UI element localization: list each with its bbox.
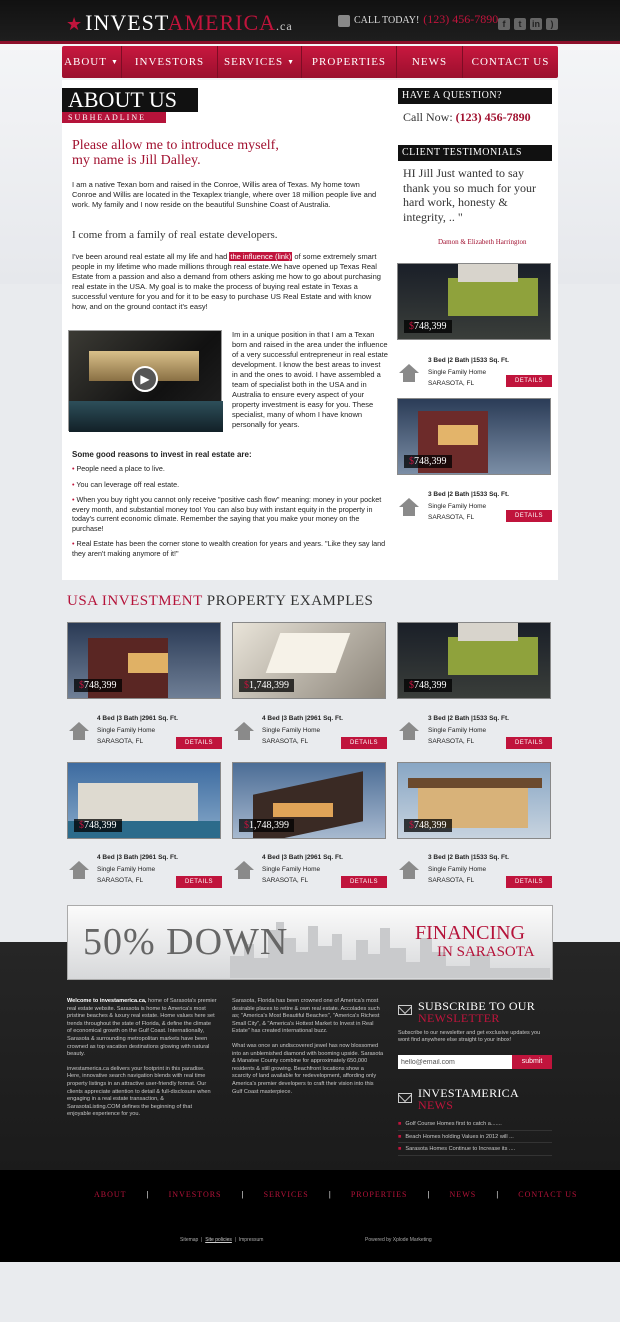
details-button[interactable]: DETAILS <box>506 876 552 888</box>
nav-contact[interactable]: CONTACT US <box>471 56 550 68</box>
reasons-list <box>72 464 386 564</box>
sitemap-link[interactable]: Sitemap <box>180 1237 199 1243</box>
page-subheadline: SUBHEADLINE <box>62 112 166 123</box>
facebook-icon[interactable]: f <box>498 18 510 30</box>
property-info: 4 Bed |3 Bath |2961 Sq. Ft. Single Family Home SARASOTA, FL <box>262 715 343 745</box>
reasons-heading: Some good reasons to invest in real estate are: <box>72 450 252 459</box>
powered-by[interactable]: Powered by Xplode Marketing <box>365 1237 432 1243</box>
call-number[interactable]: (123) 456-7890 <box>423 12 499 26</box>
star-icon: ★ <box>66 14 84 34</box>
property-price: $748,399 <box>404 679 452 692</box>
property-info: 4 Bed |3 Bath |2961 Sq. Ft. Single Family Home SARASOTA, FL <box>262 854 343 884</box>
site-policies-link[interactable]: Site policies <box>205 1237 232 1243</box>
home-icon <box>399 861 419 879</box>
subscribe-heading: SUBSCRIBE TO OUR NEWSLETTER <box>418 999 536 1025</box>
site-logo[interactable]: ★INVESTAMERICA.ca <box>66 10 293 35</box>
nav-about[interactable]: ABOUT ▼ <box>62 46 122 78</box>
testimonial-text: HI Jill Just wanted to say thank you so much for your hard work, honesty & integrity, .. " <box>403 166 536 224</box>
social-links <box>494 14 558 32</box>
footer-about-column: Welcome to investamerica.ca, home of Sarasota's premier real estate website. Sarasota is home to America's most pristine beaches & luxury real estate. Home values here set trends throughout the state of Florida, & define the climate of economical growth on the Gulf Coast. Internationally, Sarasota & surrounding metropolitan markets have been crowned as top vacation destinations glowing with natural beauty. investamerica.ca delivers your footprint in this paradise. Here, innovative search navigation blends with real time property listings in an attractive user-friendly format. Our clients appreciate attention to detail & full-disclosure when engaging in a real estate transaction, & SarasotaListing.COM defines the beginning of that enjoyable experience for you. <box>67 998 217 1118</box>
newsletter-email-input[interactable] <box>398 1055 512 1069</box>
details-button[interactable]: DETAILS <box>506 510 552 522</box>
call-label: CALL TODAY! <box>354 15 420 26</box>
news-item[interactable]: ■ Sarasota Homes Continue to Increase its .... <box>398 1143 552 1156</box>
banner-down-text: 50% DOWN <box>83 921 289 963</box>
footer-nav-investors[interactable]: INVESTORS <box>168 1190 222 1199</box>
property-image[interactable] <box>67 762 221 839</box>
property-image[interactable] <box>397 622 551 699</box>
nav-news[interactable]: NEWS <box>397 46 463 78</box>
property-image[interactable] <box>232 762 386 839</box>
property-price: $748,399 <box>404 455 452 468</box>
footer-sarasota-column: Sarasota, Florida has been crowned one of America's most desirable places to retire & own real estate. Accolades such as; "America's Most Beautiful Beaches", "America's Richest Small City", & "America's Hottest Market to Invest in Real Estate" has created international buzz. What was once an undiscovered jewel has now blossomed into an unblemished diamond with booming upside. Sarasota & Manatee County combine for approximately 650,000 residents & still growing. Beachfront locations show a scarcity of land available for redevelopment, affording only America's premier developers to craft their vision into this Gulf Coast masterpiece. <box>232 998 384 1095</box>
submit-button[interactable]: submit <box>512 1055 552 1069</box>
nav-investors[interactable]: INVESTORS <box>122 46 218 78</box>
news-heading: INVESTAMERICA NEWS <box>418 1086 519 1112</box>
footer-nav-about[interactable]: ABOUT <box>94 1190 127 1199</box>
banner-location: IN SARASOTA <box>437 944 535 960</box>
news-list <box>398 1118 552 1156</box>
list-item: • When you buy right you cannot only receive "positive cash flow" meaning: money in your pocket every month, and substantial money too! You can also buy with instant equity in the property in today's current economic climate. Remember the saying that you make your money on the purchase! <box>72 495 382 533</box>
question-heading: HAVE A QUESTION? <box>398 88 552 104</box>
call-today <box>338 12 498 27</box>
subscribe-text: Subscribe to our newsletter and get exclusive updates you wont find anywhere else straight to your inbox! <box>398 1030 541 1044</box>
list-item: • People need a place to live. <box>72 464 165 473</box>
call-now: Call Now: (123) 456-7890 <box>403 110 531 124</box>
home-icon <box>69 722 89 740</box>
property-image[interactable] <box>397 762 551 839</box>
nav-properties[interactable]: PROPERTIES <box>302 46 397 78</box>
main-nav <box>62 46 558 78</box>
property-price: $748,399 <box>404 819 452 832</box>
footer-nav: ABOUT | INVESTORS | SERVICES | PROPERTIES | NEWS | CONTACT US <box>94 1190 578 1199</box>
property-image[interactable] <box>232 622 386 699</box>
call-now-number[interactable]: (123) 456-7890 <box>455 110 531 124</box>
play-icon[interactable]: ▶ <box>132 366 158 392</box>
list-item: • Real Estate has been the corner stone to wealth creation for years and years. "Like they say land they aren't making anymore of it!" <box>72 539 386 558</box>
nav-services[interactable]: SERVICES ▼ <box>218 46 302 78</box>
mail-icon <box>398 1093 412 1103</box>
home-icon <box>399 364 419 382</box>
about-paragraph-2: I've been around real estate all my life and had the influence (link) of some extremely smart people in my lifetime who made millions through real estate.We have opened up Texas Real Estate from a passion and also a demand from others asking me how to go about purchasing real estate in the USA. My goal is to make the process of buying real estate in Texas a successful venture for you and for it to be easy to purchase US Real Estate and with know how, and on the ground contact it's easy! <box>72 252 381 311</box>
property-price: $748,399 <box>74 819 122 832</box>
property-image[interactable] <box>67 622 221 699</box>
property-price: $1,748,399 <box>239 679 294 692</box>
influence-link[interactable]: the influence (link) <box>230 252 292 261</box>
bottom-bar <box>0 1170 620 1262</box>
footer-nav-news[interactable]: NEWS <box>449 1190 477 1199</box>
rss-icon[interactable]: ) <box>546 18 558 30</box>
phone-icon <box>338 15 350 27</box>
details-button[interactable]: DETAILS <box>176 737 222 749</box>
property-image[interactable] <box>397 398 551 475</box>
property-info: 4 Bed |3 Bath |2961 Sq. Ft. Single Family Home SARASOTA, FL <box>97 854 178 884</box>
home-icon <box>234 861 254 879</box>
about-paragraph-1: I am a native Texan born and raised in the Conroe, Willis area of Texas. My home town Conroe and Willis are located in the Texaplex triangle, where over 18 million people live and work. My family and I now reside on the beautiful Sunshine Coast of Australia. <box>72 180 377 209</box>
footer-nav-services[interactable]: SERVICES <box>263 1190 309 1199</box>
details-button[interactable]: DETAILS <box>341 876 387 888</box>
testimonials-heading: CLIENT TESTIMONIALS <box>398 145 552 161</box>
home-icon <box>399 498 419 516</box>
about-paragraph-3: Im in a unique position in that I am a Texan born and raised in the area under the influence of a very successful entrepreneur in real estate development. I know the best areas to invest in and the ones to avoid. I have assembled a team of specialist both in the USA and in Australia to ensure every aspect of your property investment is easy for you. These specialist, many of whom I have known personally for years. <box>232 330 388 429</box>
home-icon <box>234 722 254 740</box>
details-button[interactable]: DETAILS <box>176 876 222 888</box>
home-icon <box>399 722 419 740</box>
page-title: ABOUT US <box>62 88 198 112</box>
chevron-down-icon: ▼ <box>110 58 119 66</box>
details-button[interactable]: DETAILS <box>506 375 552 387</box>
twitter-icon[interactable]: t <box>514 18 526 30</box>
property-info: 3 Bed |2 Bath |1533 Sq. Ft. Single Family Home SARASOTA, FL <box>428 854 509 884</box>
impressum-link[interactable]: Impressum <box>238 1237 264 1243</box>
property-info: 4 Bed |3 Bath |2961 Sq. Ft. Single Family Home SARASOTA, FL <box>97 715 178 745</box>
property-price: $748,399 <box>404 320 452 333</box>
property-info: 3 Bed |2 Bath |1533 Sq. Ft. Single Family Home SARASOTA, FL <box>428 357 509 387</box>
details-button[interactable]: DETAILS <box>506 737 552 749</box>
footer-nav-properties[interactable]: PROPERTIES <box>350 1190 408 1199</box>
list-item: • You can leverage off real estate. <box>72 479 180 489</box>
banner-financing: FINANCING <box>415 922 525 944</box>
property-price: $1,748,399 <box>239 819 294 832</box>
property-price: $748,399 <box>74 679 122 692</box>
examples-heading: USA INVESTMENT PROPERTY EXAMPLES <box>67 593 374 609</box>
family-subheading: I come from a family of real estate developers. <box>72 229 278 241</box>
legal-links: Sitemap | Site policies | Impressum <box>180 1237 264 1243</box>
testimonial-author: Damon & Elizabeth Harrington <box>438 238 527 246</box>
details-button[interactable]: DETAILS <box>341 737 387 749</box>
property-info: 3 Bed |2 Bath |1533 Sq. Ft. Single Family Home SARASOTA, FL <box>428 715 509 745</box>
intro-heading: Please allow me to introduce myself, my name is Jill Dalley. <box>72 138 279 168</box>
property-info: 3 Bed |2 Bath |1533 Sq. Ft. Single Family Home SARASOTA, FL <box>428 491 509 521</box>
linkedin-icon[interactable]: in <box>532 19 540 29</box>
property-image[interactable] <box>397 263 551 340</box>
footer-nav-contact[interactable]: CONTACT US <box>518 1190 578 1199</box>
news-item[interactable]: ■ Beach Homes holding Values in 2012 will ... <box>398 1131 552 1144</box>
chevron-down-icon: ▼ <box>287 58 295 66</box>
news-item[interactable]: ■ Golf Course Homes first to catch a....... <box>398 1118 552 1131</box>
home-icon <box>69 861 89 879</box>
mail-icon <box>398 1005 412 1015</box>
